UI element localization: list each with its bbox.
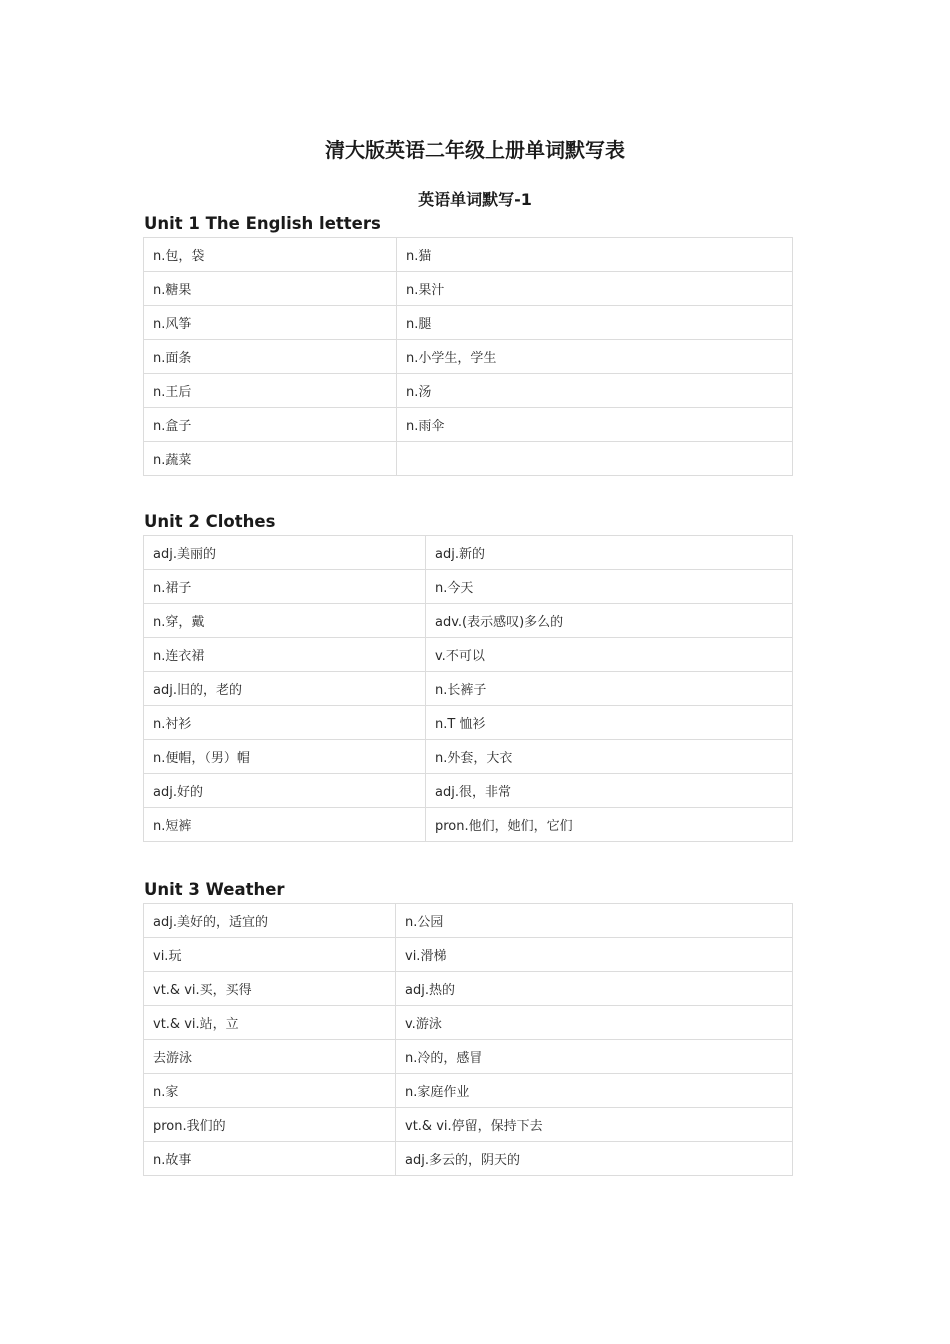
vocab-cell: n.故事 — [144, 1142, 396, 1176]
vocab-cell: n.T 恤衫 — [426, 706, 793, 740]
vocab-cell: n.便帽，（男）帽 — [144, 740, 426, 774]
vocab-cell: vt.& vi.站，立 — [144, 1006, 396, 1040]
table-row — [144, 638, 793, 672]
unit-3-heading: Unit 3 Weather — [144, 880, 285, 899]
vocab-cell: n.包，袋 — [144, 238, 397, 272]
vocab-cell: adj.很，非常 — [426, 774, 793, 808]
unit-1-heading: Unit 1 The English letters — [144, 214, 381, 233]
table-row — [144, 706, 793, 740]
vocab-cell: adv.(表示感叹)多么的 — [426, 604, 793, 638]
table-row — [144, 904, 793, 938]
page-subtitle: 英语单词默写-1 — [418, 190, 532, 209]
vocab-cell: vi.滑梯 — [396, 938, 793, 972]
table-row — [144, 972, 793, 1006]
table-row — [144, 774, 793, 808]
page-title: 清大版英语二年级上册单词默写表 — [325, 138, 625, 162]
table-row — [144, 938, 793, 972]
vocab-cell: n.裙子 — [144, 570, 426, 604]
table-row — [144, 408, 793, 442]
table-row — [144, 1040, 793, 1074]
table-row — [144, 374, 793, 408]
vocab-cell: n.汤 — [397, 374, 793, 408]
vocab-cell: n.雨伞 — [397, 408, 793, 442]
vocab-cell: adj.多云的，阴天的 — [396, 1142, 793, 1176]
vocab-cell: n.连衣裙 — [144, 638, 426, 672]
table-row — [144, 604, 793, 638]
vocab-cell: vi.玩 — [144, 938, 396, 972]
vocab-cell: n.糖果 — [144, 272, 397, 306]
table-row — [144, 442, 793, 476]
vocab-cell: n.公园 — [396, 904, 793, 938]
vocab-cell: vt.& vi.买，买得 — [144, 972, 396, 1006]
vocab-cell: n.王后 — [144, 374, 397, 408]
vocab-cell: n.短裤 — [144, 808, 426, 842]
table-row — [144, 672, 793, 706]
vocab-cell: adj.美好的，适宜的 — [144, 904, 396, 938]
vocab-cell: n.长裤子 — [426, 672, 793, 706]
vocab-cell — [397, 442, 793, 476]
vocab-cell: pron.他们，她们，它们 — [426, 808, 793, 842]
table-row — [144, 1074, 793, 1108]
vocab-cell: n.家庭作业 — [396, 1074, 793, 1108]
vocab-cell: n.今天 — [426, 570, 793, 604]
vocab-cell: adj.旧的，老的 — [144, 672, 426, 706]
vocab-cell: n.风筝 — [144, 306, 397, 340]
vocab-cell: n.穿，戴 — [144, 604, 426, 638]
table-row — [144, 238, 793, 272]
vocab-cell: v.不可以 — [426, 638, 793, 672]
unit-2-vocab-table — [143, 535, 793, 842]
table-row — [144, 740, 793, 774]
table-row — [144, 570, 793, 604]
vocab-cell: adj.热的 — [396, 972, 793, 1006]
table-row — [144, 272, 793, 306]
vocab-cell: adj.新的 — [426, 536, 793, 570]
vocab-cell: n.衬衫 — [144, 706, 426, 740]
vocab-cell: pron.我们的 — [144, 1108, 396, 1142]
vocab-cell: n.家 — [144, 1074, 396, 1108]
vocab-cell: n.面条 — [144, 340, 397, 374]
table-row — [144, 1006, 793, 1040]
unit-3-vocab-table — [143, 903, 793, 1176]
vocab-cell: adj.好的 — [144, 774, 426, 808]
vocab-cell: 去游泳 — [144, 1040, 396, 1074]
table-row — [144, 808, 793, 842]
unit-2-heading: Unit 2 Clothes — [144, 512, 276, 531]
vocab-cell: v.游泳 — [396, 1006, 793, 1040]
vocab-cell: n.冷的，感冒 — [396, 1040, 793, 1074]
vocab-cell: n.外套，大衣 — [426, 740, 793, 774]
table-row — [144, 536, 793, 570]
table-row — [144, 1142, 793, 1176]
vocab-cell: vt.& vi.停留，保持下去 — [396, 1108, 793, 1142]
vocab-cell: n.腿 — [397, 306, 793, 340]
vocab-cell: n.蔬菜 — [144, 442, 397, 476]
unit-1-vocab-table — [143, 237, 793, 476]
table-row — [144, 340, 793, 374]
vocab-cell: n.果汁 — [397, 272, 793, 306]
table-row — [144, 1108, 793, 1142]
vocab-cell: n.猫 — [397, 238, 793, 272]
table-row — [144, 306, 793, 340]
vocab-cell: adj.美丽的 — [144, 536, 426, 570]
vocab-cell: n.小学生，学生 — [397, 340, 793, 374]
vocab-cell: n.盒子 — [144, 408, 397, 442]
